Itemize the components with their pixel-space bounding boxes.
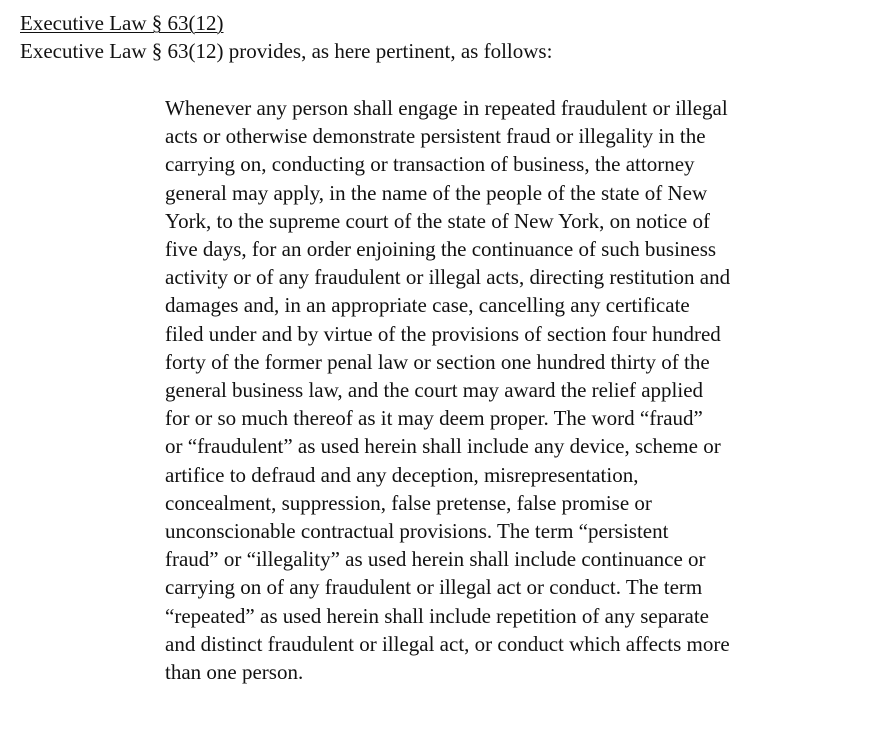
quote-line: forty of the former penal law or section one hundred thirty of the xyxy=(165,349,710,374)
quote-line: carrying on, conducting or transaction of business, the attorney xyxy=(165,152,695,177)
quote-line: York, to the supreme court of the state of New York, on notice of xyxy=(165,208,710,233)
quote-line: general business law, and the court may award the relief applied xyxy=(165,378,704,403)
quote-line: unconscionable contractual provisions. The term “persistent xyxy=(165,519,669,544)
quote-line: Whenever any person shall engage in repeated fraudulent or illegal xyxy=(165,96,728,120)
intro-paragraph: Executive Law § 63(12) provides, as here pertinent, as follows: xyxy=(20,39,553,63)
quote-line: and distinct fraudulent or illegal act, or conduct which affects more xyxy=(165,631,730,656)
quote-line: acts or otherwise demonstrate persistent fraud or illegality in the xyxy=(165,124,706,149)
quote-line: than one person. xyxy=(165,660,304,685)
quote-line: carrying on of any fraudulent or illegal act or conduct. The term xyxy=(165,575,703,600)
quote-line: for or so much thereof as it may deem proper. The word “fraud” xyxy=(165,406,703,431)
quote-line: artifice to defraud and any deception, misrepresentation, xyxy=(165,462,639,487)
quote-line: activity or of any fraudulent or illegal acts, directing restitution and xyxy=(165,265,731,290)
quote-line: damages and, in an appropriate case, cancelling any certificate xyxy=(165,293,690,318)
quote-line: general may apply, in the name of the people of the state of New xyxy=(165,180,708,205)
quote-line: fraud” or “illegality” as used herein shall include continuance or xyxy=(165,547,706,572)
quote-line: filed under and by virtue of the provisions of section four hundred xyxy=(165,321,721,346)
block-quote xyxy=(165,94,865,686)
quote-line: concealment, suppression, false pretense, false promise or xyxy=(165,490,652,515)
quote-line: five days, for an order enjoining the continuance of such business xyxy=(165,237,717,262)
quote-line: or “fraudulent” as used herein shall include any device, scheme or xyxy=(165,434,721,459)
quote-line: “repeated” as used herein shall include repetition of any separate xyxy=(165,603,710,628)
section-heading: Executive Law § 63(12) xyxy=(20,11,224,35)
